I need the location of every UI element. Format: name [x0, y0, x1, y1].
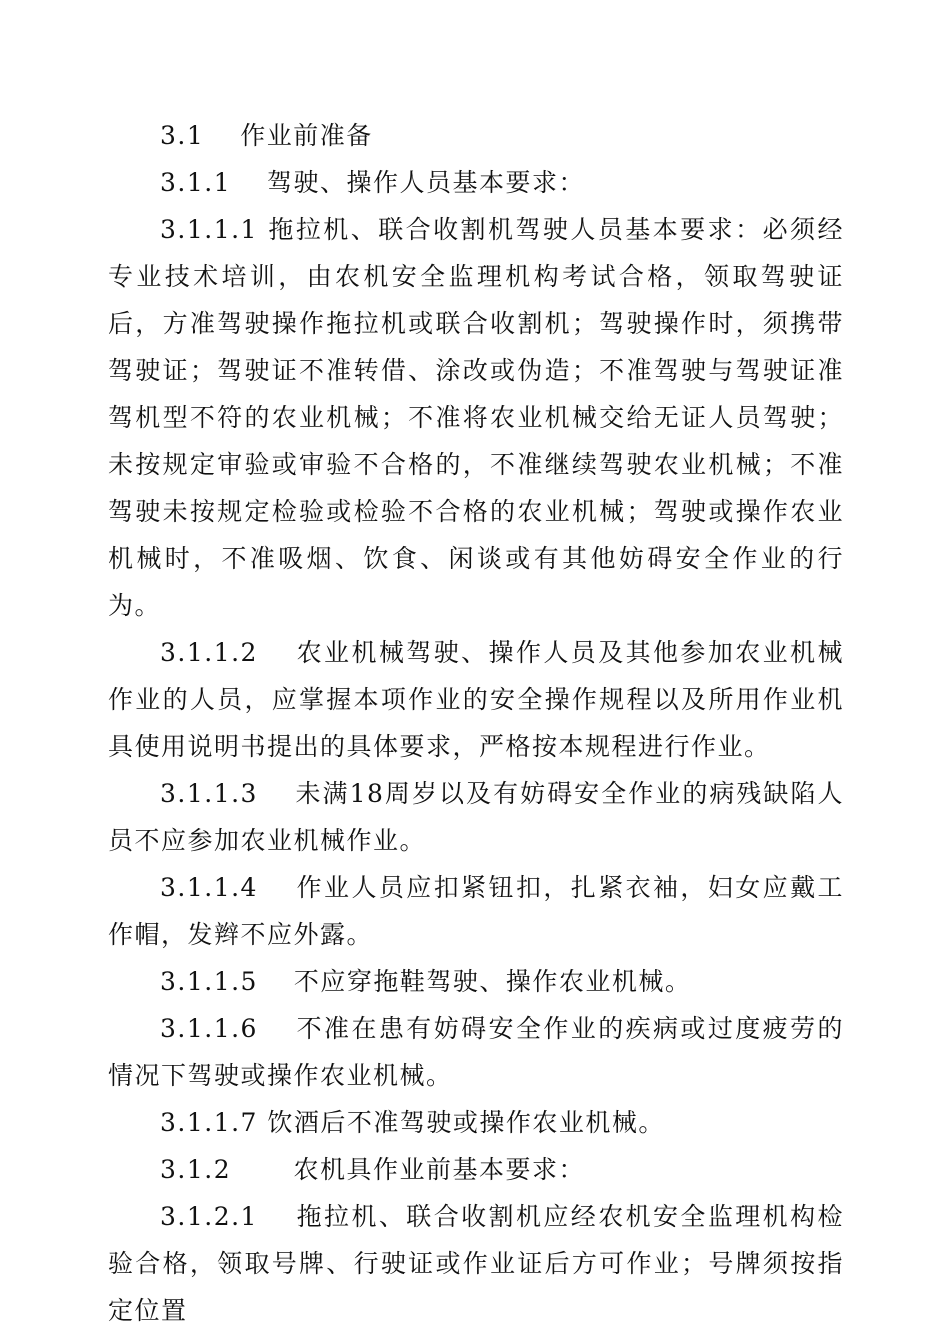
paragraph-3-1-1-4: 3.1.1.4 作业人员应扣紧钮扣，扎紧衣袖，妇女应戴工作帽，发辫不应外露。 — [108, 873, 844, 949]
paragraph-3-1-1-6: 3.1.1.6 不准在患有妨碍安全作业的疾病或过度疲劳的情况下驾驶或操作农业机械。 — [108, 1014, 844, 1090]
heading-3-1: 3.1 作业前准备 — [160, 121, 373, 150]
paragraph-3-1-2-1: 3.1.2.1 拖拉机、联合收割机应经农机安全监理机构检验合格，领取号牌、行驶证或作业证后方可作业；号牌须按指定位置 — [108, 1202, 844, 1325]
document-body — [108, 112, 844, 1334]
paragraph-3-1-1-1: 3.1.1.1 拖拉机、联合收割机驾驶人员基本要求：必须经专业技术培训，由农机安全监理机构考试合格，领取驾驶证后，方准驾驶操作拖拉机或联合收割机；驾驶操作时，须携带驾驶证；驾驶证不准转借、涂改或伪造；不准驾驶与驾驶证准驾机型不符的农业机械；不准将农业机械交给无证人员驾驶；未按规定审验或审验不合格的，不准继续驾驶农业机械；不准驾驶未按规定检验或检验不合格的农业机械；驾驶或操作农业机械时，不准吸烟、饮食、闲谈或有其他妨碍安全作业的行为。 — [108, 215, 844, 620]
paragraph-3-1-1-3: 3.1.1.3 未满18周岁以及有妨碍安全作业的病残缺陷人员不应参加农业机械作业。 — [108, 779, 844, 855]
heading-3-1-1: 3.1.1 驾驶、操作人员基本要求： — [160, 168, 586, 197]
paragraph-3-1-1-7: 3.1.1.7 饮酒后不准驾驶或操作农业机械。 — [160, 1108, 665, 1137]
heading-3-1-2: 3.1.2 农机具作业前基本要求： — [160, 1155, 586, 1184]
paragraph-3-1-1-5: 3.1.1.5 不应穿拖鞋驾驶、操作农业机械。 — [160, 967, 692, 996]
paragraph-3-1-1-2: 3.1.1.2 农业机械驾驶、操作人员及其他参加农业机械作业的人员，应掌握本项作业的安全操作规程以及所用作业机具使用说明书提出的具体要求，严格按本规程进行作业。 — [108, 638, 844, 761]
